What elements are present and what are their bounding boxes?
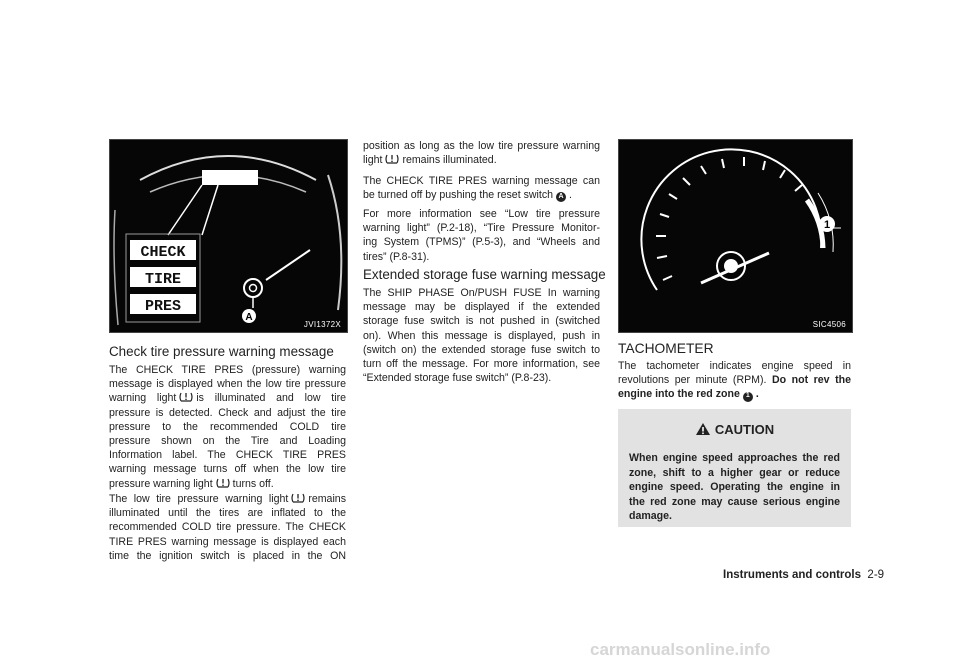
instrument-cluster-illustration	[110, 140, 347, 332]
page-number: 2-9	[867, 569, 885, 581]
middle-para-1: position as long as the low tire pressure warning light remains illuminated.	[363, 140, 600, 167]
tachometer-heading: TACHOMETER	[618, 341, 714, 356]
watermark: carmanualsonline.info	[590, 640, 771, 659]
extended-storage-heading: Extended storage fuse warning message	[363, 267, 606, 282]
callout-1-icon: 1	[743, 392, 753, 402]
callout-a-icon: A	[556, 192, 566, 202]
tachometer-para: The tachometer indicates engine speed in revolutions per minute (RPM). Do not rev the engine into the red zone 1 .	[618, 360, 851, 401]
display-line-1: CHECK	[140, 244, 186, 261]
tire-pressure-icon	[216, 477, 230, 488]
tire-pressure-icon	[291, 492, 305, 503]
footer-section: Instruments and controls	[723, 569, 862, 581]
check-tire-heading: Check tire pressure warning message	[109, 344, 334, 359]
check-tire-para-1: The CHECK TIRE PRES (pressure) warning message is displayed when the low tire pressure warning light is illuminated and low tire pressure is detected. Check and adjust the tire pressure to the recommended COLD tire pressure shown on the Tire and Loading Information label. The CHECK TIRE PRES warning message turns off when the low tire pressure warning light turns off.	[109, 364, 346, 490]
page-footer	[723, 569, 884, 581]
figure-code: JVI1372X	[303, 320, 341, 329]
callout-1: 1	[823, 219, 831, 231]
figure-code: SIC4506	[812, 320, 846, 329]
check-tire-para-2: The low tire pressure warning light remains illuminated until the tires are inflated to the recommended COLD tire pressure. The CHECK TIRE PRES warning message is displayed each time the ignition switch is placed in the ON	[109, 493, 346, 562]
tachometer-figure	[618, 139, 853, 333]
display-line-2: TIRE	[144, 271, 182, 288]
callout-a: A	[245, 312, 253, 323]
extended-storage-para: The SHIP PHASE On/PUSH FUSE In warning message may be displayed if the extended storage fuse switch is not pushed in (switched on). When this message is displayed, push in (switch on) the extended storage fuse switch to turn off the message. For more information, see “Extended storage fuse switch” (P.8-23).	[363, 287, 600, 385]
tire-pressure-icon	[179, 391, 193, 402]
tire-pressure-display-figure	[109, 139, 348, 333]
tire-pressure-icon	[385, 153, 399, 164]
warning-triangle-icon	[695, 422, 711, 436]
caution-box	[618, 409, 851, 527]
middle-para-2: The CHECK TIRE PRES warning message can be turned off by pushing the reset switch A .	[363, 175, 600, 202]
tachometer-illustration	[619, 140, 852, 332]
display-line-3: PRES	[144, 298, 182, 315]
caution-title: CAUTION	[618, 422, 851, 437]
caution-text: When engine speed approaches the red zone, shift to a higher gear or reduce engine speed. Operating the engine in the red zone may cause serious engine damage.	[629, 452, 840, 522]
middle-para-3: For more information see “Low tire pressure warning light” (P.2-18), “Tire Pressure Monitor- ing System (TPMS)” (P.5-3), and “Wheels and tires” (P.8-31).	[363, 208, 600, 263]
